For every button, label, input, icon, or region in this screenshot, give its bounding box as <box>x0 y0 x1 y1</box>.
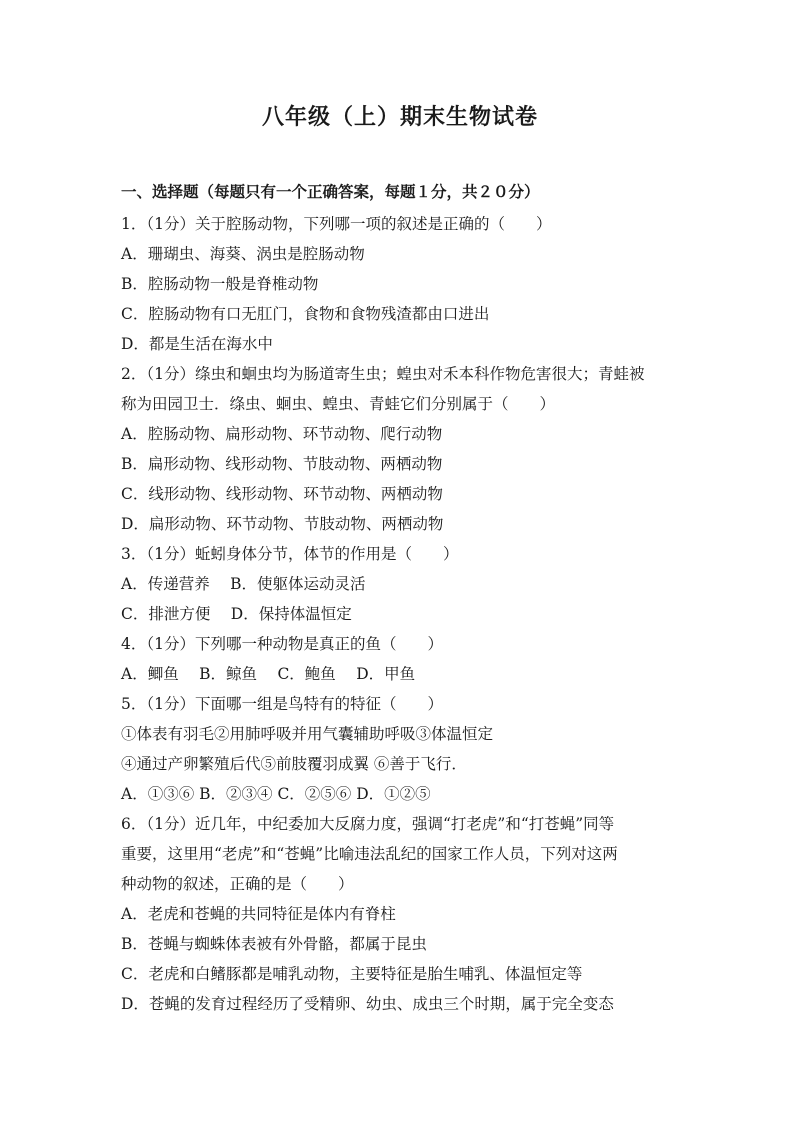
text-line: 3．（1分）蚯蚓身体分节，体节的作用是（ ） <box>121 545 459 563</box>
text-line: A．鲫鱼 B．鲸鱼 C．鲍鱼 D．甲鱼 <box>121 665 416 683</box>
text-line: A．传递营养 B．使躯体运动灵活 <box>121 575 366 593</box>
text-line: B．扁形动物、线形动物、节肢动物、两栖动物 <box>121 455 443 473</box>
text-line: ①体表有羽毛②用肺呼吸并用气囊辅助呼吸③体温恒定 <box>121 725 494 743</box>
section-heading: 一、选择题（每题只有一个正确答案，每题１分，共２０分） <box>121 182 540 201</box>
text-line: C．线形动物、线形动物、环节动物、两栖动物 <box>121 485 443 503</box>
text-line: D．都是生活在海水中 <box>121 335 273 353</box>
text-line: ④通过产卵繁殖后代⑤前肢覆羽成翼 ⑥善于飞行． <box>121 755 467 773</box>
text-line: 称为田园卫士．绦虫、蛔虫、蝗虫、青蛙它们分别属于（ ） <box>121 395 556 413</box>
text-line: C．腔肠动物有口无肛门，食物和食物残渣都由口进出 <box>121 305 490 323</box>
text-line: B．苍蝇与蜘蛛体表被有外骨骼，都属于昆虫 <box>121 935 427 953</box>
text-line: A．珊瑚虫、海葵、涡虫是腔肠动物 <box>121 245 365 263</box>
text-line: B．腔肠动物一般是脊椎动物 <box>121 275 319 293</box>
text-line: A．老虎和苍蝇的共同特征是体内有脊柱 <box>121 905 396 923</box>
exam-title: 八年级（上）期末生物试卷 <box>261 104 538 130</box>
text-line: D．苍蝇的发育过程经历了受精卵、幼虫、成虫三个时期，属于完全变态 <box>121 995 614 1013</box>
text-line: 重要，这里用“老虎”和“苍蝇”比喻违法乱纪的国家工作人员，下列对这两 <box>121 845 618 863</box>
text-line: C．老虎和白鳍豚都是哺乳动物，主要特征是胎生哺乳、体温恒定等 <box>121 965 583 983</box>
text-line: C．排泄方便 D．保持体温恒定 <box>121 605 352 623</box>
text-line: A．①③⑥ B．②③④ C．②⑤⑥ D．①②⑤ <box>121 785 431 803</box>
text-line: A．腔肠动物、扁形动物、环节动物、爬行动物 <box>121 425 443 443</box>
text-line: D．扁形动物、环节动物、节肢动物、两栖动物 <box>121 515 444 533</box>
text-line: 6．（1分）近几年，中纪委加大反腐力度，强调“打老虎”和“打苍蝇”同等 <box>121 815 615 833</box>
text-line: 种动物的叙述，正确的是（ ） <box>121 875 354 893</box>
question-lines <box>121 209 691 1019</box>
text-line: 1．（1分）关于腔肠动物，下列哪一项的叙述是正确的（ ） <box>121 215 552 233</box>
text-line: 4．（1分）下列哪一种动物是真正的鱼（ ） <box>121 635 443 653</box>
text-line: 5．（1分）下面哪一组是鸟特有的特征（ ） <box>121 695 443 713</box>
text-line: 2．（1分）绦虫和蛔虫均为肠道寄生虫；蝗虫对禾本科作物危害很大；青蛙被 <box>121 365 645 383</box>
